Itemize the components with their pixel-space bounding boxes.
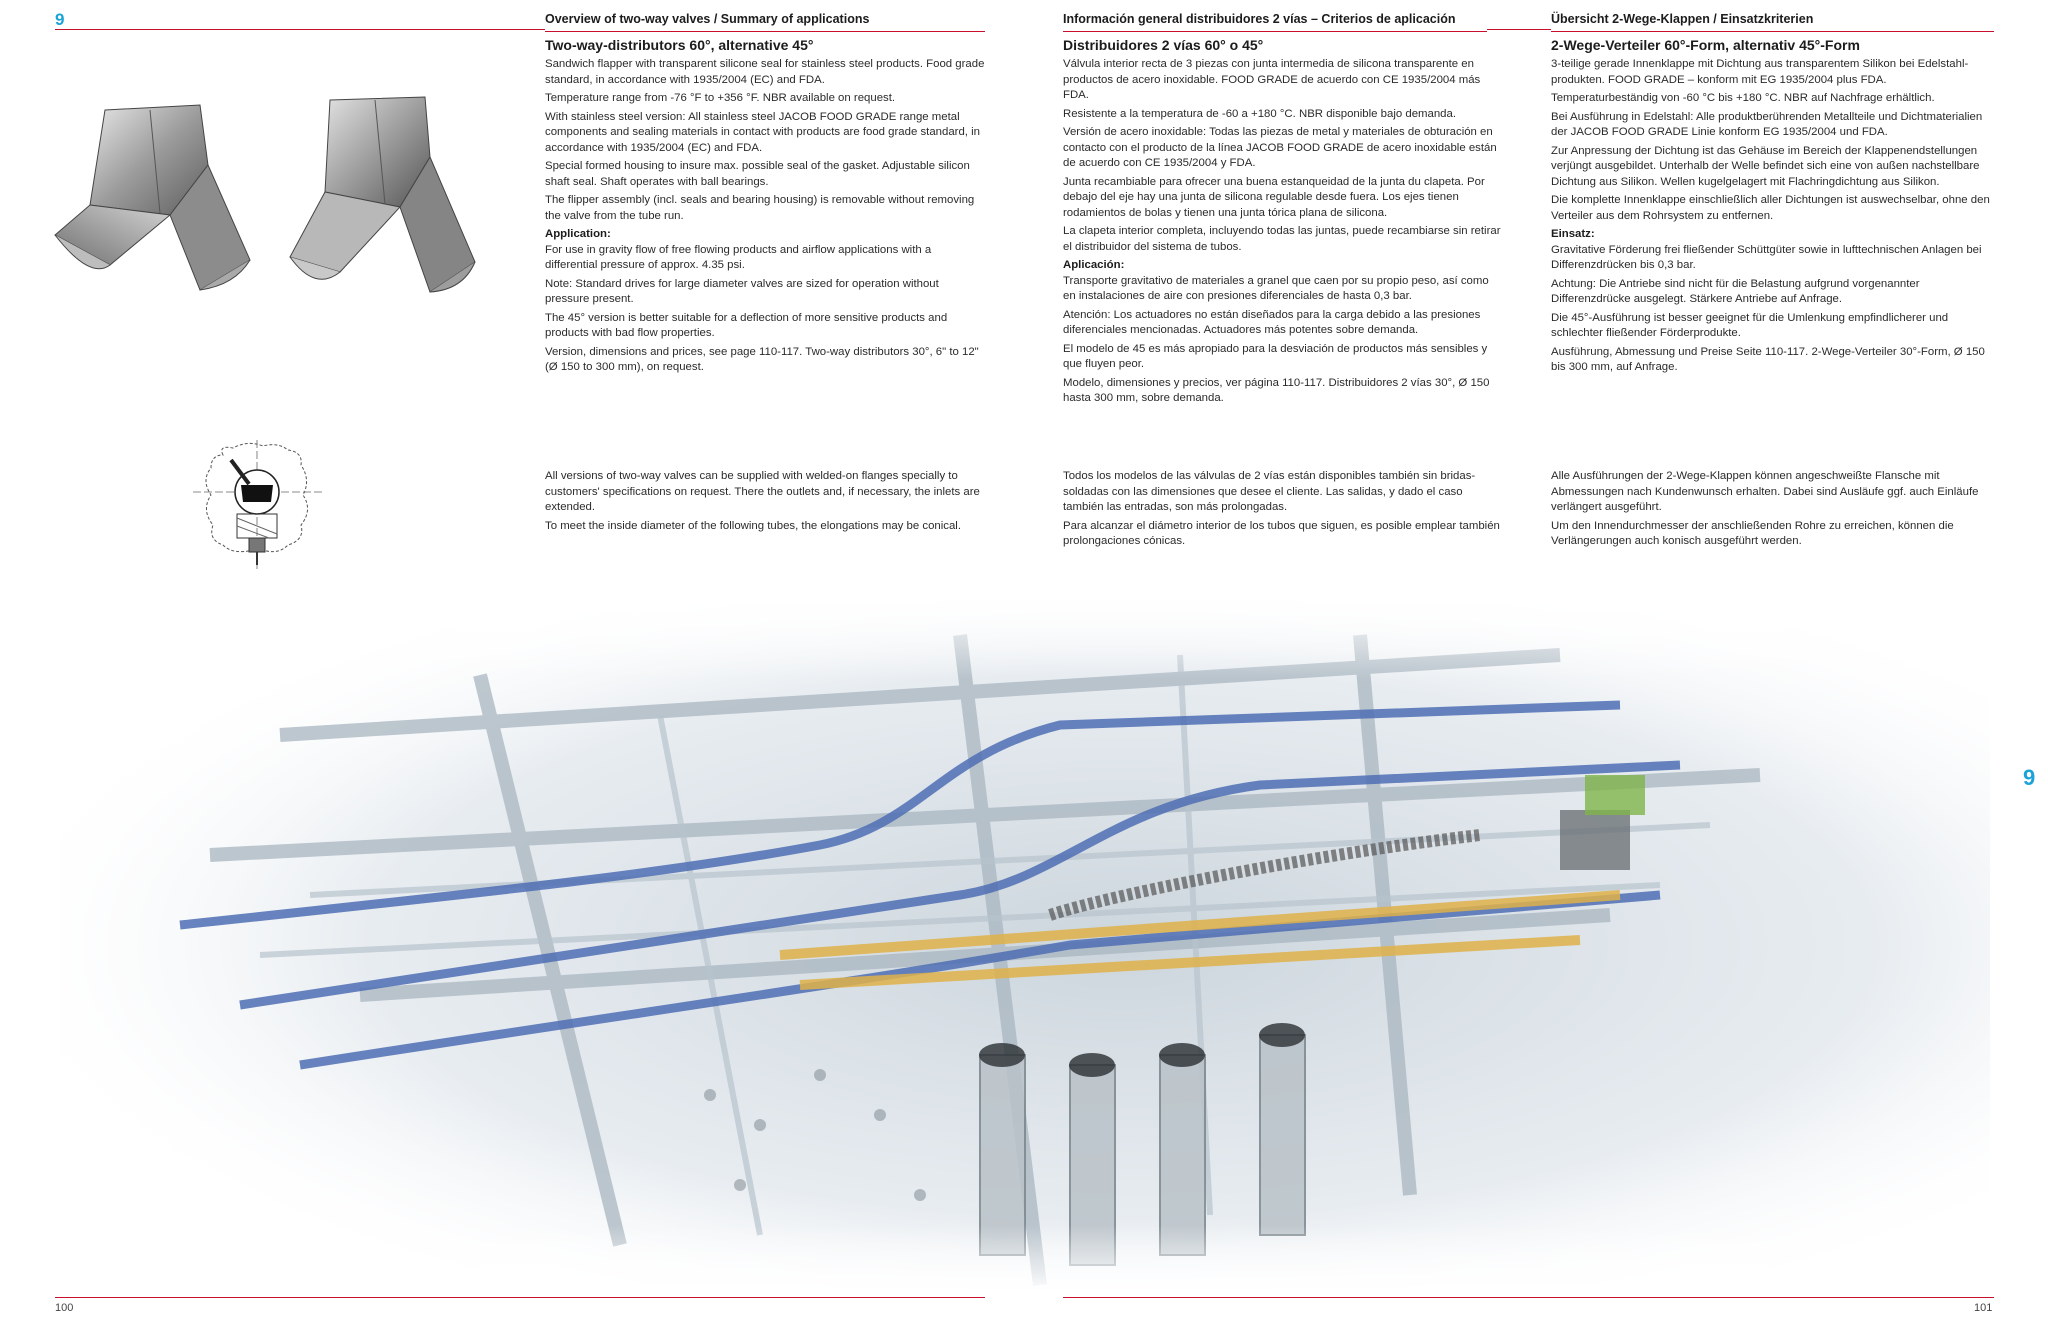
es-application-label: Aplicación:: [1063, 259, 1125, 271]
de-paragraph: Bei Ausführung in Edelstahl: Alle produktberührenden Metallteile und Dichtmaterialien der JACOB FOOD GRADE Linie konform EG 1935/2004 und FDA.: [1551, 110, 1983, 138]
en-flange-text: All versions of two-way valves can be supplied with welded-on flanges specially to customers' specifications on request. There the outlets and, if necessary, the inlets are extended.: [545, 470, 980, 513]
es-application: Transporte gravitativo de materiales a granel que caen por su propio peso, así como en instalaciones de aire con presiones diferenciales de hasta 0,3 bar.: [1063, 274, 1489, 302]
de-application: Achtung: Die Antriebe sind nicht für die Belastung aufgrund vorgenannter Differenzdrücke ausgelegt. Stärkere Antriebe auf Anfrage.: [1551, 277, 1920, 305]
es-application: El modelo de 45 es más apropiado para la desviación de productos más sensibles y que fluyen peor.: [1063, 342, 1488, 370]
es-column: [1063, 36, 1503, 410]
top-rule-right-gap: [1487, 29, 1551, 30]
es-header: Información general distribuidores 2 vías – Criterios de aplicación: [1063, 12, 1487, 32]
chapter-number-left: 9: [55, 10, 65, 29]
conveyor-plant-photo: [60, 595, 1990, 1295]
es-paragraph: Versión de acero inoxidable: Todas las piezas de metal y materiales de obturación en contacto con el producto de la línea JACOB FOOD GRADE de acero inoxidable están de acuerdo con CE 1935/2004 y FDA.: [1063, 126, 1497, 169]
valve-cross-section-drawing: [193, 440, 323, 570]
de-header: Übersicht 2-Wege-Klappen / Einsatzkriterien: [1551, 12, 1994, 32]
en-header: Overview of two-way valves / Summary of applications: [545, 12, 985, 32]
page-number-right: 101: [1974, 1302, 1993, 1314]
de-application: Die 45°-Ausführung ist besser geeignet für die Umlenkung empfindlicherer und schlechter fließender Förderprodukte.: [1551, 311, 1949, 339]
en-paragraph: Special formed housing to insure max. possible seal of the gasket. Adjustable silicon shaft seal. Shaft operates with ball bearings.: [545, 160, 970, 188]
es-paragraph: Resistente a la temperatura de -60 a +180 °C. NBR disponible bajo demanda.: [1063, 107, 1457, 120]
de-application: Ausführung, Abmessung und Preise Seite 110-117. 2-Wege-Verteiler 30°-Form, Ø 150 bis 300 mm, auf Anfrage.: [1551, 345, 1985, 373]
es-flanges: [1063, 469, 1503, 553]
distributor-45-image: [285, 92, 480, 307]
de-column: [1551, 36, 1994, 379]
en-application: Version, dimensions and prices, see page 110-117. Two-way distributors 30°, 6" to 12" (Ø 150 to 300 mm), on request.: [545, 345, 979, 373]
de-application: Gravitative Förderung frei fließender Schüttgüter sowie in lufttechnischen Anlagen bei Differenzdrücken bis 0,3 bar.: [1551, 243, 1982, 271]
es-paragraph: Válvula interior recta de 3 piezas con junta intermedia de silicona transparente en productos de acero inoxidable. FOOD GRADE de acuerdo con CE 1935/2004 más FDA.: [1063, 58, 1481, 101]
es-flange-text: Todos los modelos de las válvulas de 2 vías están disponibles también sin bridas-soldadas con las dimensiones que desee el cliente. Las salidas, y dado el caso también las entradas, son más prolongadas.: [1063, 470, 1476, 513]
de-paragraph: Die komplette Innenklappe einschließlich aller Dichtungen ist auswechselbar, ohne den Verteiler aus dem Rohrsystem zu entfernen.: [1551, 194, 1990, 222]
es-paragraph: Junta recambiable para ofrecer una buena estanqueidad de la junta du clapeta. Por debajo del eje hay una junta de silicona regulable desde fuera. Los ejes tienen rodamientos de bolas y tienen una junta tórica plana de silicona.: [1063, 175, 1485, 219]
chapter-number-right: 9: [2023, 765, 2036, 790]
de-application-label: Einsatz:: [1551, 228, 1595, 240]
es-paragraph: La clapeta interior completa, incluyendo todas las juntas, puede recambiarse sin retirar el distribuidor del sistema de tubos.: [1063, 225, 1501, 253]
en-paragraph: The flipper assembly (incl. seals and bearing housing) is removable without removing the valve from the tube run.: [545, 194, 975, 222]
de-flange-text: Um den Innendurchmesser der anschließenden Rohre zu erreichen, können die Verlängerungen auch konisch ausgeführt werden.: [1551, 519, 1954, 547]
en-column: [545, 36, 985, 379]
distributor-60-image: [50, 95, 260, 305]
es-flange-text: Para alcanzar el diámetro interior de los tubos que siguen, es posible emplear también prolongaciones cónicas.: [1063, 519, 1500, 547]
en-flanges: [545, 469, 985, 537]
es-application: Modelo, dimensiones y precios, ver página 110-117. Distribuidores 2 vías 30°, Ø 150 hasta 300 mm, sobre demanda.: [1063, 376, 1490, 404]
de-paragraph: Temperaturbeständig von -60 °C bis +180 °C. NBR auf Nachfrage erhältlich.: [1551, 92, 1935, 104]
top-rule-left: [55, 29, 545, 30]
de-title: 2-Wege-Verteiler 60°-Form, alternativ 45°-Form: [1551, 37, 1860, 53]
de-flanges: [1551, 469, 1994, 553]
en-application: Note: Standard drives for large diameter valves are sized for operation without pressure present.: [545, 277, 939, 305]
en-title: Two-way-distributors 60°, alternative 45°: [545, 37, 814, 53]
de-paragraph: Zur Anpressung der Dichtung ist das Gehäuse im Bereich der Klappenendstellungen verjüngt ausgebildet. Unterhalb der Welle befindet sich eine von außen nachstellbare Dichtung aus Silikon. Wellen kugelgelagert mit Flachringdichtung aus Silikon.: [1551, 144, 1980, 188]
en-application-label: Application:: [545, 228, 611, 240]
de-paragraph: 3-teilige gerade Innenklappe mit Dichtung aus transparentem Silikon bei Edelstahl-produkten. FOOD GRADE – konform mit EG 1935/2004 plus FDA.: [1551, 58, 1969, 86]
page-number-left: 100: [55, 1302, 74, 1314]
es-title: Distribuidores 2 vías 60° o 45°: [1063, 37, 1264, 53]
footer-rule-left: [55, 1297, 985, 1298]
de-flange-text: Alle Ausführungen der 2-Wege-Klappen können angeschweißte Flansche mit Abmessungen nach Kundenwunsch erhalten. Dabei sind Ausläufe ggf. auch Einläufe verlängert ausgeführt.: [1551, 470, 1979, 513]
en-application: For use in gravity flow of free flowing products and airflow applications with a differential pressure of approx. 4.35 psi.: [545, 243, 932, 271]
en-paragraph: Sandwich flapper with transparent silicone seal for stainless steel products. Food grade standard, in accordance with 1935/2004 (EC) and FDA.: [545, 58, 985, 86]
en-paragraph: Temperature range from -76 °F to +356 °F. NBR available on request.: [545, 92, 896, 104]
footer-rule-right: [1063, 1297, 1994, 1298]
en-application: The 45° version is better suitable for a deflection of more sensitive products and products with bad flow properties.: [545, 311, 948, 339]
en-paragraph: With stainless steel version: All stainless steel JACOB FOOD GRADE range metal components and sealing materials in contact with products are food grade standard, in accordance with 1935/2004 (EC) and FDA.: [545, 110, 980, 154]
es-application: Atención: Los actuadores no están diseñados para la carga debido a las presiones diferenciales mencionadas. Actuadores más potentes sobre demanda.: [1063, 308, 1481, 336]
en-flange-text: To meet the inside diameter of the following tubes, the elongations may be conical.: [545, 519, 962, 532]
